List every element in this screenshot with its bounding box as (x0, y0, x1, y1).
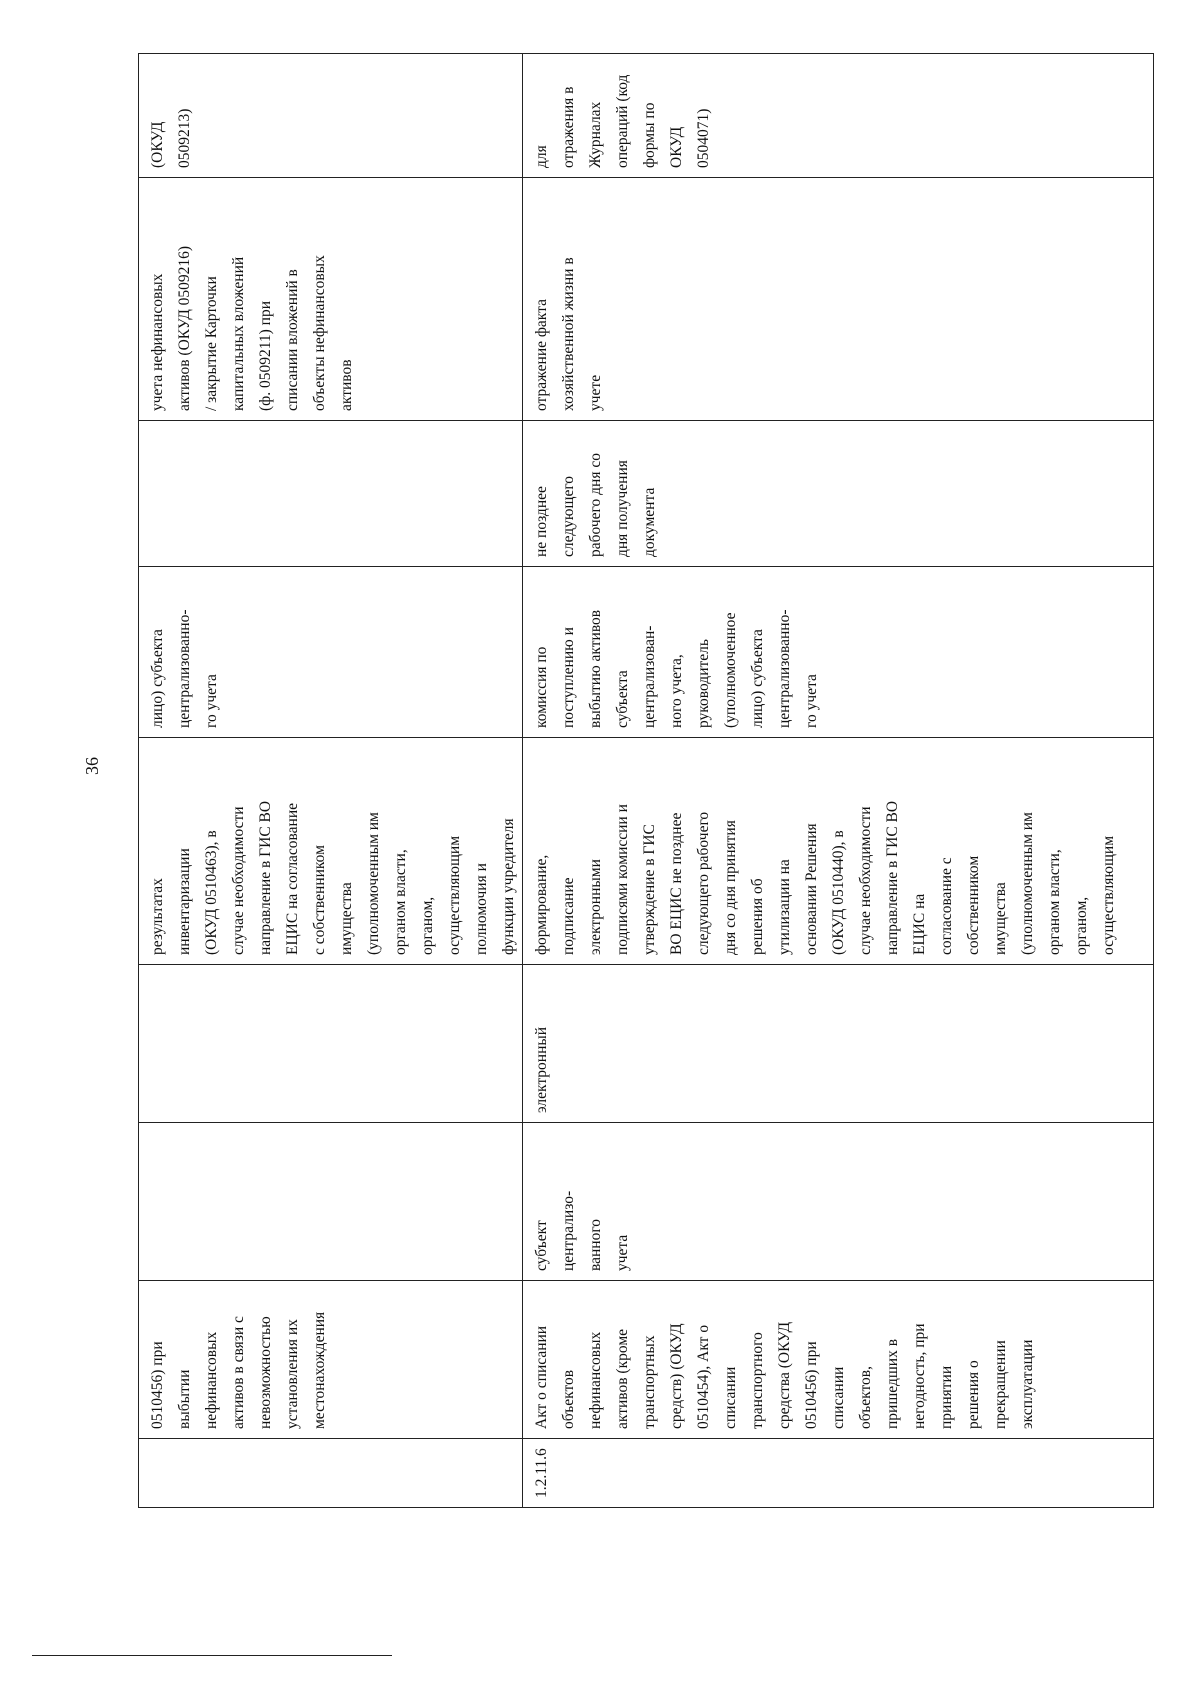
cell-format: электронный (523, 965, 1154, 1123)
table-row (523, 54, 1154, 1508)
cell-responsible: лицо) субъекта централизованно- го учета (139, 567, 523, 738)
cell-result: учета нефинансовых активов (ОКУД 0509216) / закрытие Карточки капитальных вложений (ф. 0509211) при списании вложений в объекты нефинансовых активов (139, 178, 523, 421)
cell-term: не позднее следующего рабочего дня со дня получения документа (523, 421, 1154, 567)
cell-format (139, 965, 523, 1123)
cell-responsible: комиссия по поступлению и выбытию активов субъекта централизован- ного учета, руководитель (уполномоченное лицо) субъекта централизованно- го учета (523, 567, 1154, 738)
cell-document: 0510456) при выбытии нефинансовых активов в связи с невозможностью установления их местонахождения (139, 1281, 523, 1439)
cell-result: отражение факта хозяйственной жизни в учете (523, 178, 1154, 421)
cell-compiler: субъект централизо- ванного учета (523, 1123, 1154, 1281)
cell-note: (ОКУД 0509213) (139, 54, 523, 178)
table-rotation-frame (138, 54, 1139, 1508)
cell-document: Акт о списании объектов нефинансовых активов (кроме транспортных средств) (ОКУД 0510454), Акт о списании транспортного средства (ОКУД 0510456) при списании объектов, пришедших в негодность, при принятии решения о прекращении эксплуатации (523, 1281, 1154, 1439)
cell-number: 1.2.11.6 (523, 1439, 1154, 1508)
cell-procedure: формирование, подписание электронными подписями комиссии и утверждение в ГИС ВО ЕЦИС не позднее следующего рабочего дня со дня принятия решения об утилизации на основании Решения (ОКУД 0510440), в случае необходимости направление в ГИС ВО ЕЦИС на согласование с собственником имущества (уполномоченным им органом власти, органом, осуществляющим (523, 738, 1154, 965)
procedure-table (138, 53, 1154, 1508)
cell-term (139, 421, 523, 567)
cell-compiler (139, 1123, 523, 1281)
footnote-separator (32, 1655, 392, 1656)
cell-procedure: результатах инвентаризации (ОКУД 0510463), в случае необходимости направление в ГИС ВО ЕЦИС на согласование с собственником имущества (уполномоченным им органом власти, органом, осуществляющим полномочия и функции учредителя (139, 738, 523, 965)
cell-note: для отражения в Журналах операций (код формы по ОКУД 0504071) (523, 54, 1154, 178)
table-row (139, 54, 523, 1508)
cell-number (139, 1439, 523, 1508)
page-number: 36 (82, 757, 102, 775)
